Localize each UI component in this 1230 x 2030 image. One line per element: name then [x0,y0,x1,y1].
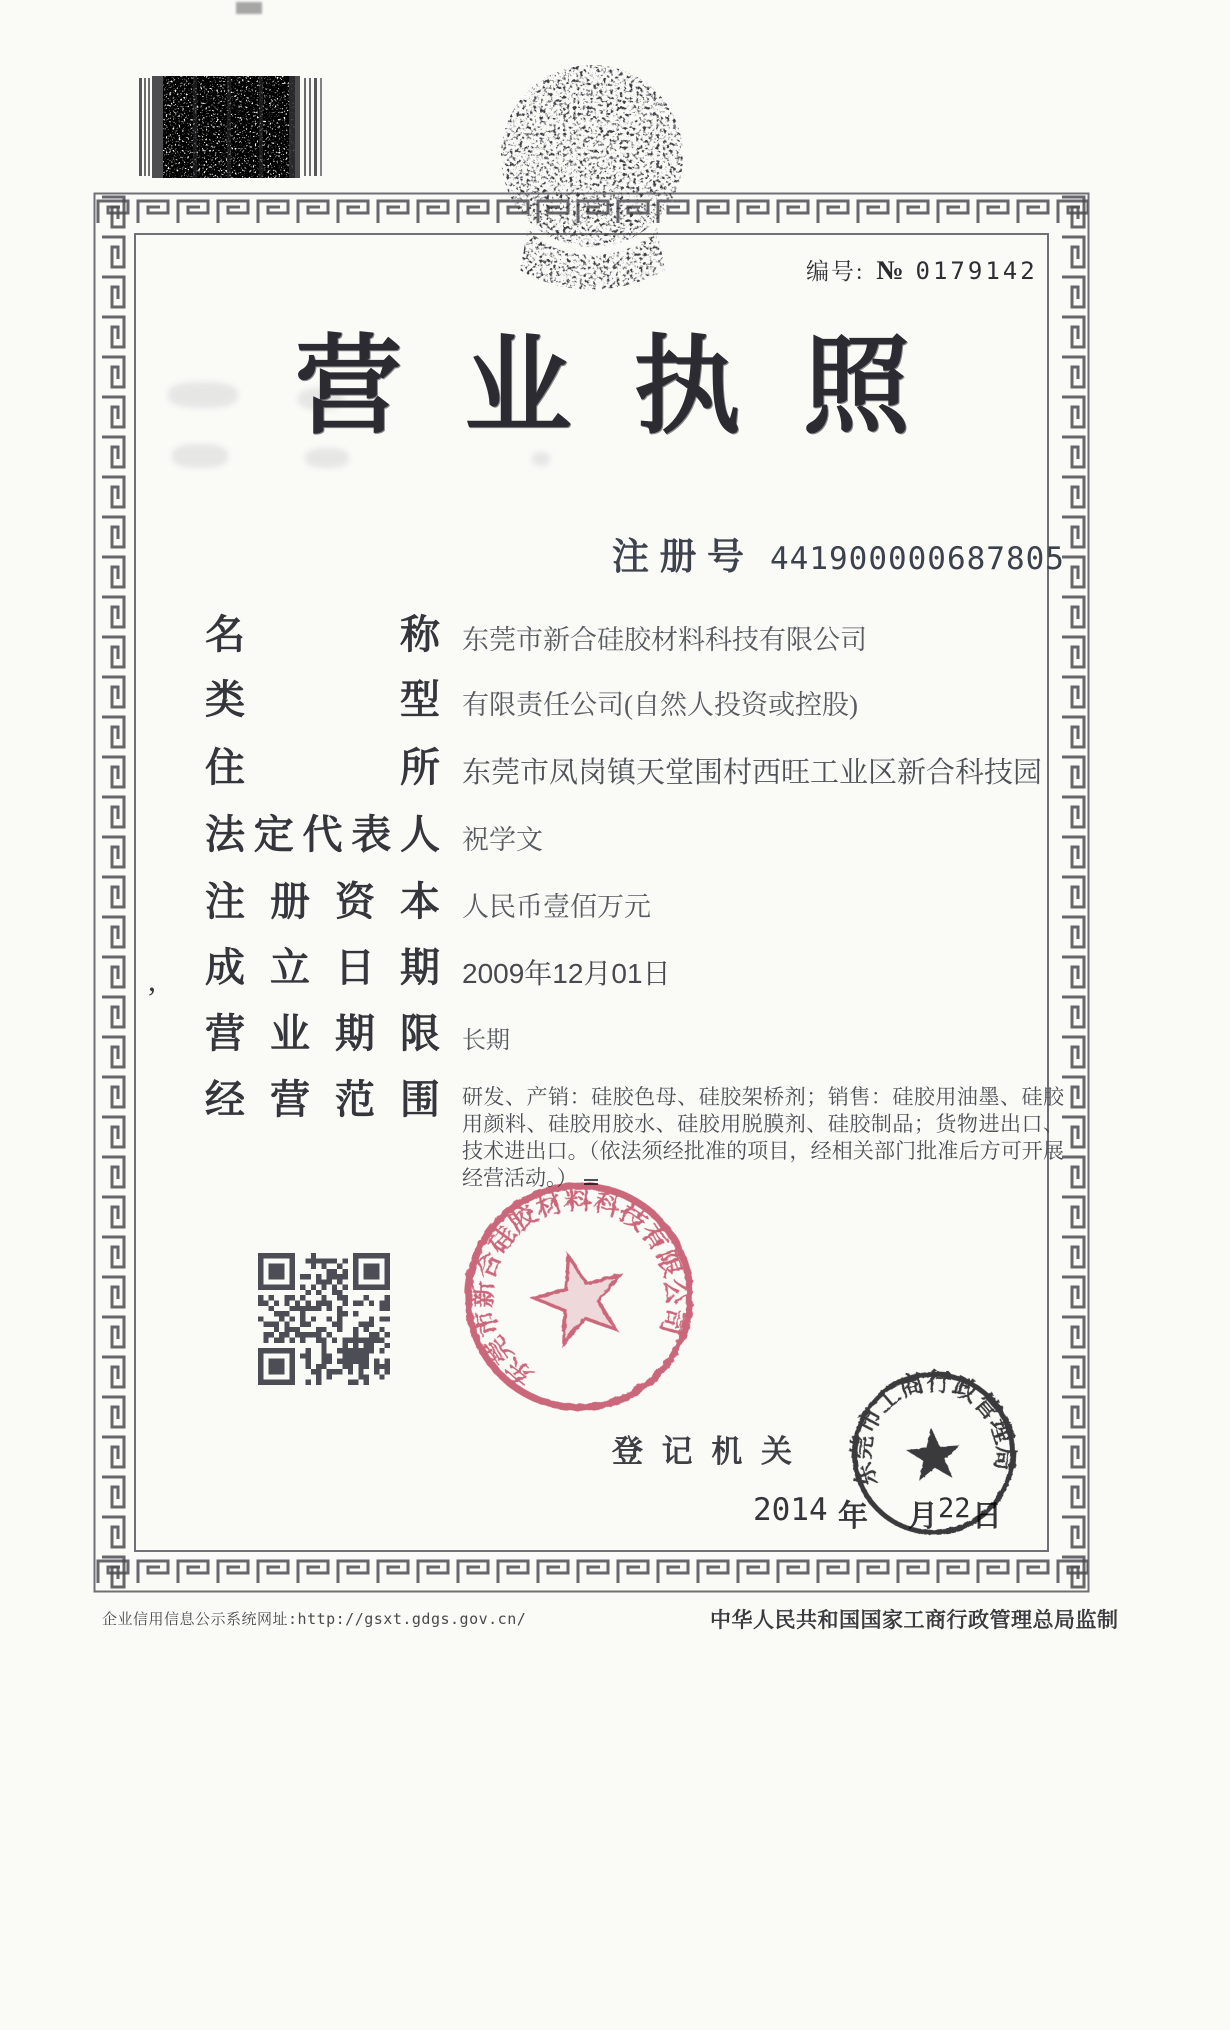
footer-issuing-authority: 中华人民共和国国家工商行政管理总局监制 [710,1608,1119,1632]
field-row-establishment-date [205,945,671,990]
field-value-business-term: 长期 [462,1028,510,1054]
serial-number: 0179142 [915,257,1038,285]
frame-right-strip [1048,194,1088,1591]
frame-left-strip [95,194,135,1591]
field-label-name [205,612,440,657]
field-label-business-term [205,1011,440,1056]
registry-seal-text: 东莞市工商行政管理局 [848,1368,1018,1490]
field-row-legal-representative [205,812,543,857]
field-value-type: 有限责任公司(自然人投资或控股) [462,690,858,720]
field-value-registered-capital: 人民币壹佰万元 [462,892,651,922]
seal-star [904,1425,962,1481]
char: 法 [205,812,245,857]
char: 业 [464,326,572,446]
company-seal-red [458,1176,698,1416]
char: 范 [335,1077,375,1122]
document-title [295,326,910,446]
field-value-address: 东莞市凤岗镇天堂围村西旺工业区新合科技园 [462,757,1043,789]
char: 所 [400,745,440,790]
scan-speck [236,2,262,14]
char: 注 [612,537,649,578]
field-label-type [205,677,440,722]
char: 营 [205,1011,245,1056]
issue-date-day-unit: 日 [972,1500,1002,1533]
field-label-registered-capital [205,879,440,924]
field-label-address [205,745,440,790]
char: 册 [270,879,310,924]
field-row-type [205,677,858,722]
scan-smudge [305,448,349,468]
char: 成 [205,945,245,990]
char: 住 [205,745,245,790]
char: 型 [400,677,440,722]
serial-number-symbol: № [876,255,904,285]
scan-smudge [532,452,550,466]
qr-code [258,1253,390,1385]
issue-date-day: 22 [938,1493,971,1524]
char: 本 [400,879,440,924]
char: 定 [253,812,294,857]
serial-line [806,253,1038,286]
char: 照 [802,326,910,446]
footer-public-info-url: 企业信用信息公示系统网址:http://gsxt.gdgs.gov.cn/ [102,1610,527,1628]
char: 营 [295,326,403,446]
issue-date-year-unit: 年 [838,1500,868,1533]
national-emblem [500,60,685,298]
issue-date-year: 2014 [753,1492,828,1528]
seal-star [525,1244,631,1346]
field-value-business-scope: 研发、产销：硅胶色母、硅胶架桥剂；销售：硅胶用油墨、硅胶用颜料、硅胶用胶水、硅胶用脱膜剂、硅胶制品；货物进出口、技术进出口。（依法须经批准的项目，经相关部门批准后方可开展经营活动。） [462,1085,1064,1190]
char: 立 [270,945,310,990]
char: 经 [205,1077,245,1122]
char: 资 [335,879,375,924]
field-row-name [205,612,867,657]
field-row-address [205,745,1043,790]
scan-artifact-comma: , [148,962,156,998]
char: 表 [351,812,392,857]
char: 关 [760,1434,792,1469]
char: 限 [400,1011,440,1056]
company-seal-text: 东莞市新合硅胶材料科技有限公司 [469,1187,687,1389]
field-row-business-term [205,1011,510,1056]
char: 日 [335,945,375,990]
char: 人 [400,812,440,857]
frame-bottom-strip [95,1551,1088,1591]
char: 机 [711,1434,743,1469]
char: 期 [400,945,440,990]
char: 营 [270,1077,310,1122]
registrar-label [612,1426,792,1471]
serial-label: 编号: [806,259,865,284]
char: 名 [205,612,245,657]
char: 围 [400,1077,440,1122]
char: 称 [400,612,440,657]
svg-text:东莞市工商行政管理局 [848,1368,1018,1491]
field-value-name: 东莞市新合硅胶材料科技有限公司 [462,625,867,655]
char: 号 [707,537,744,578]
char: 执 [633,326,741,446]
char: 注 [205,879,245,924]
char: 册 [659,537,697,578]
registration-number-label [612,526,744,580]
field-value-establishment-date: 2009年12月01日 [462,958,671,989]
barcode [137,72,329,184]
scan-smudge [172,444,228,468]
field-label-establishment-date [205,945,440,990]
registry-seal-black [848,1368,1018,1538]
issue-date-month-unit: 月 [908,1500,938,1533]
registration-line [612,526,1065,580]
field-value-legal-representative: 祝学文 [462,825,543,855]
field-row-business-scope [205,1077,1064,1190]
registration-number: 441900000687805 [770,541,1065,577]
field-label-legal-representative [205,812,440,857]
char: 类 [205,677,245,722]
char: 登 [612,1434,643,1469]
scan-smudge [168,382,238,408]
char: 业 [270,1011,310,1056]
char: 记 [661,1434,693,1469]
field-row-registered-capital [205,879,651,924]
char: 代 [302,812,343,857]
char: 期 [335,1011,375,1056]
field-label-business-scope [205,1077,440,1122]
